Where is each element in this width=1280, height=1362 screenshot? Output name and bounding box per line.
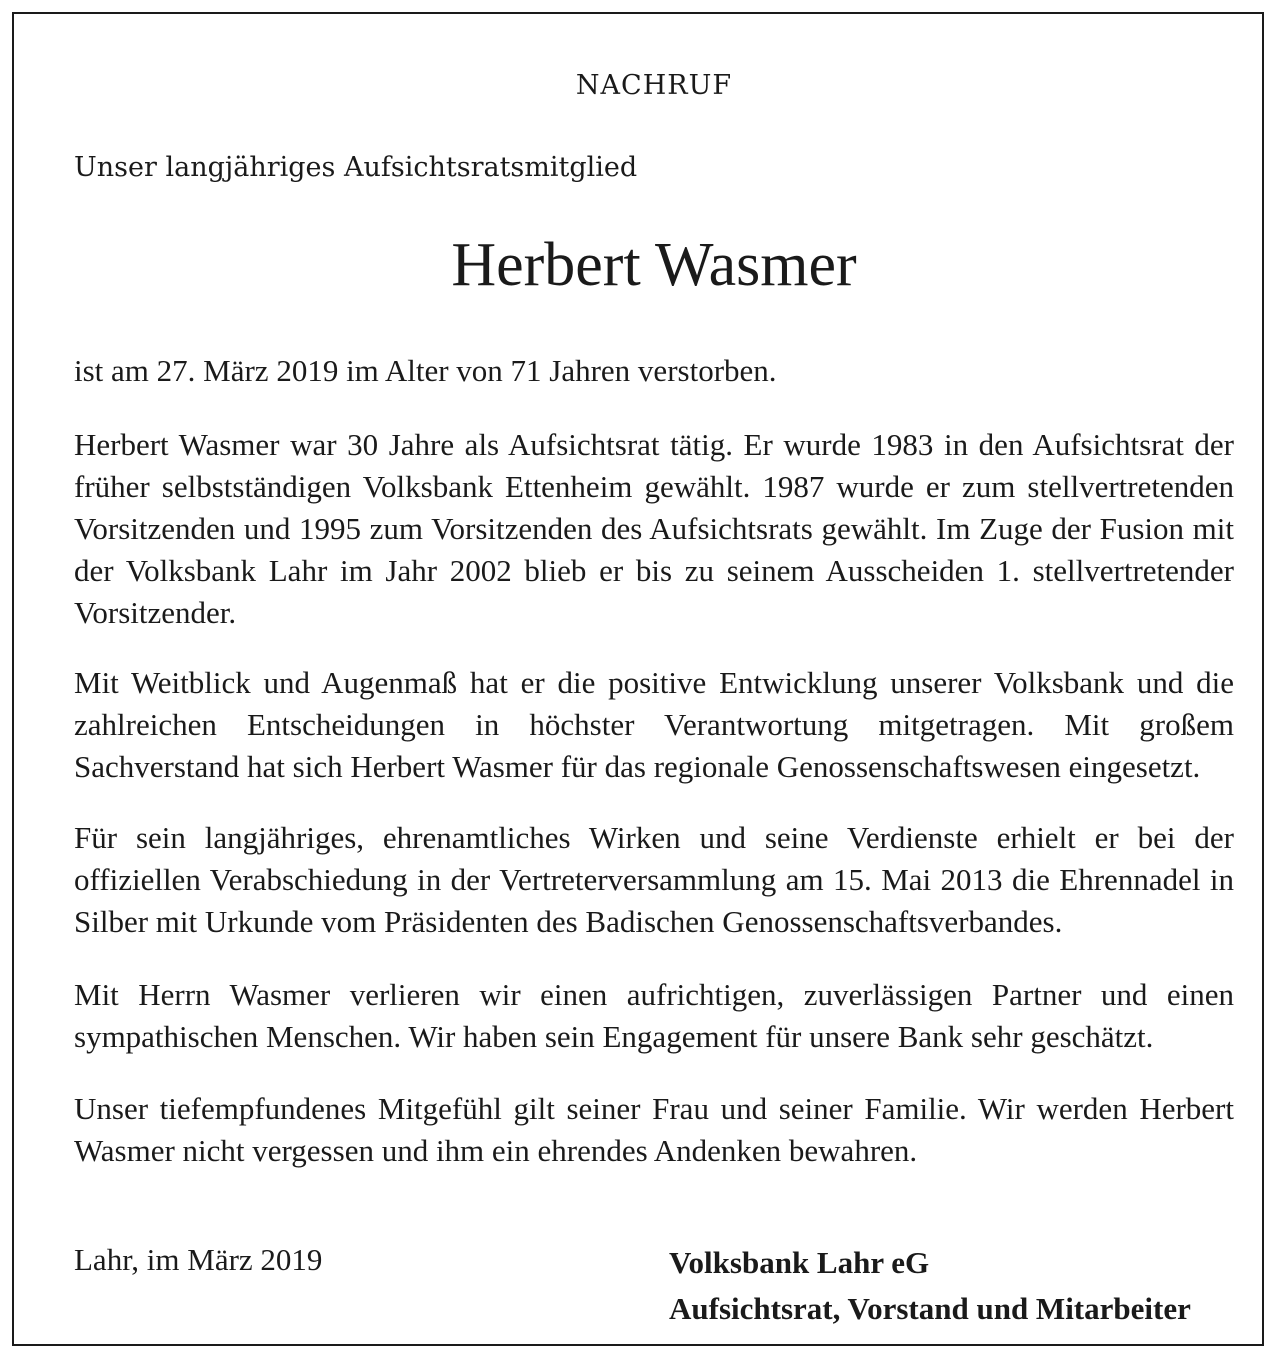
intro-line: Unser langjähriges Aufsichtsratsmitglied [74, 152, 638, 183]
deceased-name: Herbert Wasmer [451, 231, 857, 299]
signature-bodies: Aufsichtsrat, Vorstand und Mitarbeiter [669, 1291, 1191, 1326]
signature-organization: Volksbank Lahr eG [669, 1245, 930, 1280]
paragraph-contribution: Mit Weitblick und Augenmaß hat er die positive Entwicklung unserer Volksbank und die zahlreichen Entscheidungen in höchster Verantwortung mitgetragen. Mit großem Sachverstand hat sich Herbert Wasmer für das regionale Genossenschaftswesen eingesetzt. [74, 665, 1234, 784]
paragraph-loss: Mit Herrn Wasmer verlieren wir einen aufrichtigen, zuverlässigen Partner und einen sympathischen Menschen. Wir haben sein Engagement für unsere Bank sehr geschätzt. [74, 977, 1234, 1054]
place-date: Lahr, im März 2019 [74, 1242, 323, 1277]
signature-block [669, 1240, 1191, 1332]
paragraph-career: Herbert Wasmer war 30 Jahre als Aufsichtsrat tätig. Er wurde 1983 in den Aufsichtsrat der früher selbstständigen Volksbank Ettenheim gewählt. 1987 wurde er zum stellvertretenden Vorsitzenden und 1995 zum Vorsitzenden des Aufsichtsrats gewählt. Im Zuge der Fusion mit der Volksbank Lahr im Jahr 2002 blieb er bis zu seinem Ausscheiden 1. stellvertretender Vorsitzender. [74, 427, 1234, 630]
notice-frame [12, 12, 1264, 1346]
paragraph-condolences: Unser tiefempfundenes Mitgefühl gilt seiner Frau und seiner Familie. Wir werden Herbert Wasmer nicht vergessen und ihm ein ehrendes Andenken bewahren. [74, 1091, 1234, 1168]
notice-heading: NACHRUF [575, 70, 733, 101]
paragraph-death-date: ist am 27. März 2019 im Alter von 71 Jahren verstorben. [74, 353, 777, 388]
paragraph-honors: Für sein langjähriges, ehrenamtliches Wirken und seine Verdienste erhielt er bei der offiziellen Verabschiedung in der Vertreterversammlung am 15. Mai 2013 die Ehrennadel in Silber mit Urkunde vom Präsidenten des Badischen Genossenschaftsverbandes. [74, 820, 1234, 939]
